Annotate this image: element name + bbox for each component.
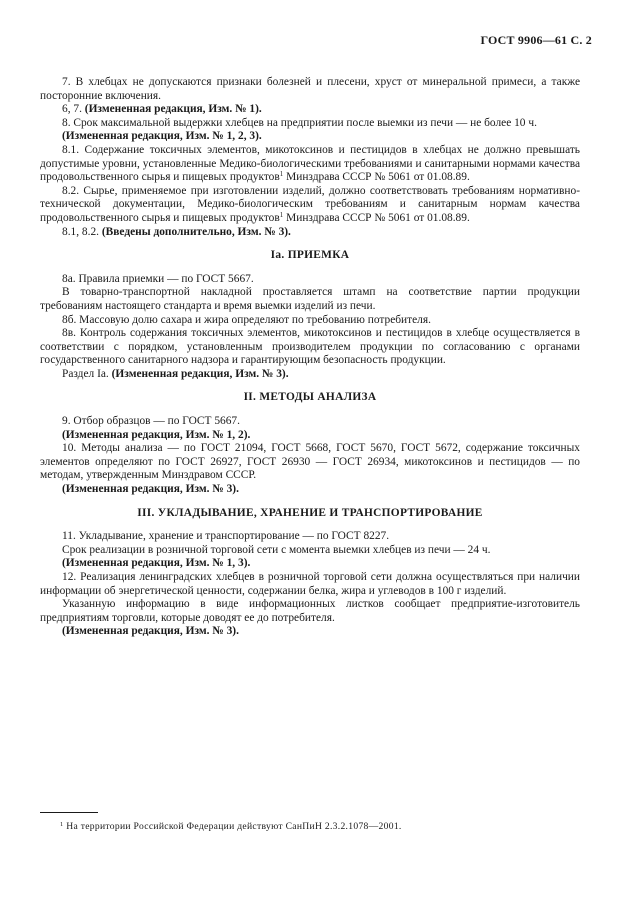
clause-12: 12. Реализация ленинградских хлебцев в розничной торговой сети должна осуществляться при наличии информации об энергетической ценности, содержании белка, жира и углеводов в 100 г изделий. [40,571,580,597]
clause-8-1: 8.1. Содержание токсичных элементов, микотоксинов и пестицидов в хлебцах не должно превышать допустимые уровни, установленные Медико-биологическими требованиями и санитарными нормами качества продовольственного сырья и пищевых продуктов$^1$ Минздрава СССР № 5061 от 01.08.89. [40,143,580,184]
footnote-ref: 1 [279,210,284,219]
clause-11: 11. Укладывание, хранение и транспортирование — по ГОСТ 8227. [62,530,390,543]
clause-9-revision: (Измененная редакция, Изм. № 1, 2). [62,428,251,441]
clause-10: 10. Методы анализа — по ГОСТ 21094, ГОСТ 5668, ГОСТ 5670, ГОСТ 5672, содержание токсичных элементов определяют по ГОСТ 26927, ГОСТ 26930 — ГОСТ 26934, микотоксинов и пестицидов — по методам, утвержденным Минздравом СССР. [40,442,580,482]
clause-8-2: 8.2. Сырье, применяемое при изготовлении изделий, должно соответствовать требованиям нормативно-технической документации, Медико-биологическим требованиям и санитарным нормам качества продовольственного сырья и пищевых продуктов$^1$ Минздрава СССР № 5061 от 01.08.89. [40,184,580,224]
section-1a-revision: Раздел Iа. (Измененная редакция, Изм. № 3). [62,367,289,380]
footnote-ref: 1 [279,170,284,179]
clause-8-revision: (Измененная редакция, Изм. № 1, 2, 3). [62,130,262,143]
clause-8a: 8а. Правила приемки — по ГОСТ 5667. [62,272,254,285]
clause-12-text: Указанную информацию в виде информационных листков сообщает предприятие-изготовитель предприятиям торговли, которые доводят ее до потребителя. [40,598,580,624]
clause-8a-text: В товарно-транспортной накладной проставляется штамп на соответствие партии продукции требованиям настоящего стандарта и время выемки изделий из печи. [40,286,580,312]
document-body [40,76,580,639]
clause-8-1-8-2-note: 8.1, 8.2. (Введены дополнительно, Изм. № 3). [62,225,291,238]
clause-12-revision: (Измененная редакция, Изм. № 3). [62,625,239,638]
clause-7: 7. В хлебцах не допускаются признаки болезней и плесени, хруст от минеральной примеси, а также посторонние включения. [40,76,580,102]
clause-11-revision: (Измененная редакция, Изм. № 1, 3). [62,557,251,570]
clause-8v: 8в. Контроль содержания токсичных элементов, микотоксинов и пестицидов в хлебце осуществляется в соответствии с порядком, установленным производителем продукции по согласованию с органами государственного санитарного надзора и гарантирующим безопасность продукции. [40,327,580,367]
clause-10-revision: (Измененная редакция, Изм. № 3). [62,483,239,496]
section-title-acceptance: Iа. ПРИЕМКА [270,249,350,262]
footnote-divider [40,812,98,813]
section-title-storage: III. УКЛАДЫВАНИЕ, ХРАНЕНИЕ И ТРАНСПОРТИРОВАНИЕ [137,506,483,519]
page-header: ГОСТ 9906—61 С. 2 [480,33,592,47]
clause-8: 8. Срок максимальной выдержки хлебцев на предприятии после выемки из печи — не более 10 ч. [62,116,537,129]
footnote-mark: 1 [60,821,64,828]
clause-9: 9. Отбор образцов — по ГОСТ 5667. [62,415,240,428]
clause-11-text: Срок реализации в розничной торговой сети с момента выемки хлебцев из печи — 24 ч. [62,543,491,556]
section-title-methods: II. МЕТОДЫ АНАЛИЗА [243,391,377,404]
clause-8b: 8б. Массовую долю сахара и жира определяют по требованию потребителя. [62,313,431,326]
clause-6-7-revision: 6, 7. (Измененная редакция, Изм. № 1). [62,103,262,116]
footnote: $^1$ На территории Российской Федерации действуют СанПиН 2.3.2.1078—2001. [60,821,402,832]
